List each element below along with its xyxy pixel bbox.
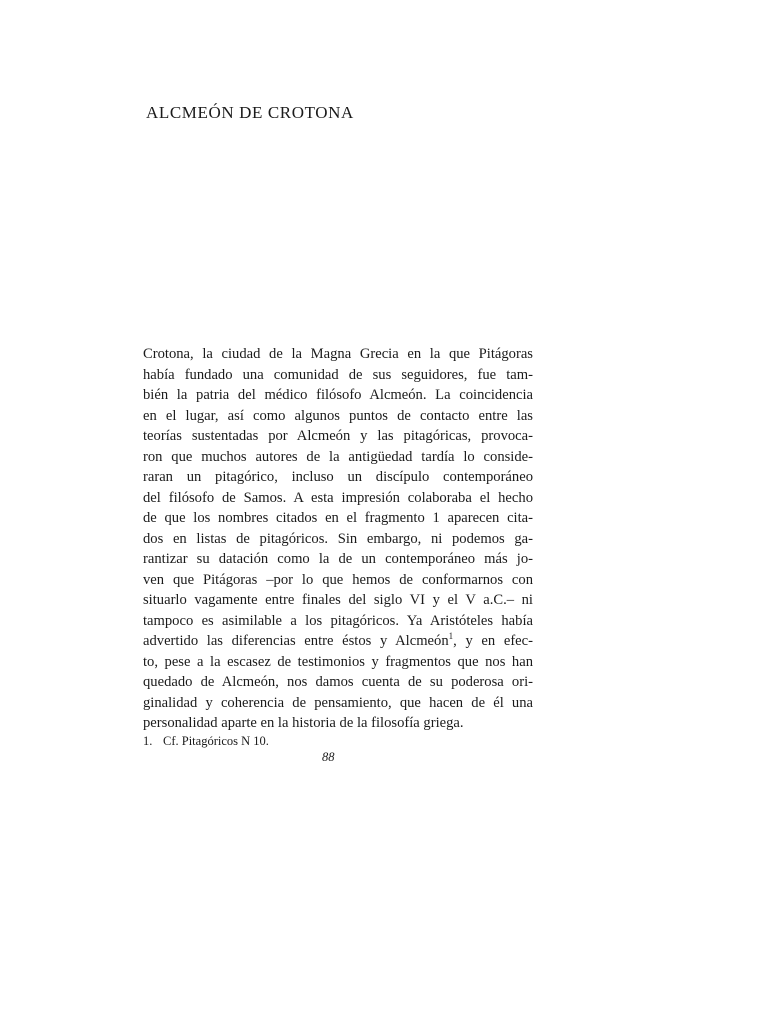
text-line-with-footnote [143, 631, 533, 652]
text-line: del filósofo de Samos. A esta impresión colaboraba el hecho [143, 489, 533, 506]
text-line: rantizar su datación como la de un contemporáneo más jo- [143, 551, 533, 567]
text-line: situarlo vagamente entre finales del siglo VI y el V a.C.– ni [143, 592, 533, 608]
chapter-title: ALCMEÓN DE CROTONA [146, 103, 354, 122]
text-fragment: advertido las diferencias entre éstos y Alcmeón [143, 633, 449, 649]
text-line: raran un pitagórico, incluso un discípulo contemporáneo [143, 469, 533, 485]
footnote-reference: 1 [448, 631, 454, 642]
text-line: quedado de Alcmeón, nos damos cuenta de su poderosa ori- [143, 674, 533, 690]
text-line: ron que muchos autores de la antigüedad tardía lo conside- [143, 448, 533, 465]
text-line: tampoco es asimilable a los pitagóricos. Ya Aristóteles había [143, 612, 533, 629]
text-line: ginalidad y coherencia de pensamiento, que hacen de él una [143, 694, 533, 711]
text-line: personalidad aparte en la historia de la filosofía griega. [143, 715, 464, 731]
page-number: 88 [322, 750, 335, 764]
text-line: ven que Pitágoras –por lo que hemos de conformarnos con [143, 571, 533, 588]
text-line: bién la patria del médico filósofo Alcmeón. La coincidencia [143, 387, 533, 403]
text-line: to, pese a la escasez de testimonios y fragmentos que nos han [143, 653, 533, 670]
text-line: de que los nombres citados en el fragmento 1 aparecen cita- [143, 510, 533, 526]
footnote [143, 734, 269, 749]
text-line: había fundado una comunidad de sus seguidores, fue tam- [143, 366, 533, 383]
footnote-text: Cf. Pitagóricos N 10. [163, 734, 269, 748]
text-line: dos en listas de pitagóricos. Sin embargo, ni podemos ga- [143, 530, 533, 547]
body-paragraph [143, 344, 533, 734]
text-line: teorías sustentadas por Alcmeón y las pitagóricas, provoca- [143, 428, 533, 444]
text-fragment: , y en efec- [453, 633, 533, 649]
text-line: en el lugar, así como algunos puntos de contacto entre las [143, 407, 533, 424]
footnote-number: 1. [143, 734, 153, 748]
text-line: Crotona, la ciudad de la Magna Grecia en la que Pitágoras [143, 346, 533, 362]
